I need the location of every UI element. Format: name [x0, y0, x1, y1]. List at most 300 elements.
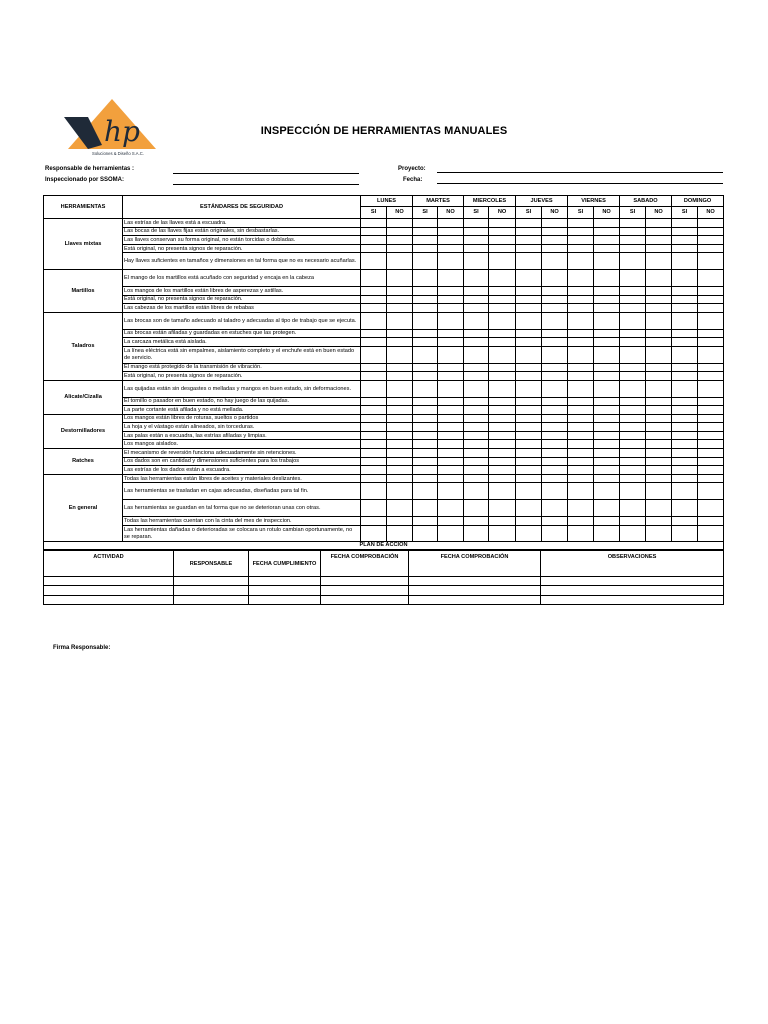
check-cell[interactable] [387, 517, 413, 526]
check-cell[interactable] [568, 295, 594, 304]
check-cell[interactable] [620, 449, 646, 458]
check-cell[interactable] [464, 406, 489, 415]
check-cell[interactable] [361, 466, 387, 475]
check-cell[interactable] [413, 525, 438, 542]
check-cell[interactable] [438, 449, 464, 458]
check-cell[interactable] [620, 346, 646, 363]
check-cell[interactable] [646, 304, 672, 313]
check-cell[interactable] [568, 483, 594, 500]
check-cell[interactable] [387, 423, 413, 432]
check-cell[interactable] [568, 440, 594, 449]
check-cell[interactable] [672, 295, 698, 304]
check-cell[interactable] [646, 219, 672, 228]
check-cell[interactable] [438, 423, 464, 432]
check-cell[interactable] [387, 466, 413, 475]
check-cell[interactable] [438, 270, 464, 287]
check-cell[interactable] [438, 219, 464, 228]
check-cell[interactable] [516, 363, 542, 372]
check-cell[interactable] [620, 474, 646, 483]
check-cell[interactable] [387, 380, 413, 397]
check-cell[interactable] [568, 219, 594, 228]
check-cell[interactable] [620, 440, 646, 449]
check-cell[interactable] [672, 338, 698, 347]
plan-cell[interactable] [44, 586, 174, 595]
check-cell[interactable] [698, 304, 724, 313]
check-cell[interactable] [646, 414, 672, 423]
check-cell[interactable] [489, 295, 516, 304]
check-cell[interactable] [361, 423, 387, 432]
check-cell[interactable] [489, 346, 516, 363]
check-cell[interactable] [387, 431, 413, 440]
check-cell[interactable] [361, 500, 387, 517]
check-cell[interactable] [489, 414, 516, 423]
check-cell[interactable] [464, 466, 489, 475]
check-cell[interactable] [620, 304, 646, 313]
inspeccionado-line[interactable] [173, 184, 359, 185]
check-cell[interactable] [489, 227, 516, 236]
check-cell[interactable] [698, 431, 724, 440]
check-cell[interactable] [620, 295, 646, 304]
plan-cell[interactable] [321, 586, 409, 595]
check-cell[interactable] [698, 517, 724, 526]
check-cell[interactable] [438, 312, 464, 329]
check-cell[interactable] [413, 440, 438, 449]
check-cell[interactable] [387, 236, 413, 245]
check-cell[interactable] [516, 406, 542, 415]
check-cell[interactable] [698, 270, 724, 287]
check-cell[interactable] [594, 517, 620, 526]
check-cell[interactable] [489, 244, 516, 253]
check-cell[interactable] [489, 500, 516, 517]
check-cell[interactable] [516, 372, 542, 381]
check-cell[interactable] [542, 338, 568, 347]
check-cell[interactable] [542, 346, 568, 363]
check-cell[interactable] [413, 466, 438, 475]
check-cell[interactable] [620, 483, 646, 500]
check-cell[interactable] [620, 227, 646, 236]
plan-cell[interactable] [249, 586, 321, 595]
plan-cell[interactable] [174, 595, 249, 604]
check-cell[interactable] [516, 380, 542, 397]
check-cell[interactable] [542, 295, 568, 304]
check-cell[interactable] [646, 517, 672, 526]
check-cell[interactable] [620, 397, 646, 406]
check-cell[interactable] [620, 500, 646, 517]
check-cell[interactable] [489, 406, 516, 415]
check-cell[interactable] [542, 500, 568, 517]
check-cell[interactable] [698, 338, 724, 347]
check-cell[interactable] [672, 431, 698, 440]
check-cell[interactable] [438, 500, 464, 517]
check-cell[interactable] [698, 312, 724, 329]
check-cell[interactable] [672, 466, 698, 475]
check-cell[interactable] [672, 346, 698, 363]
check-cell[interactable] [413, 270, 438, 287]
check-cell[interactable] [489, 304, 516, 313]
check-cell[interactable] [464, 363, 489, 372]
check-cell[interactable] [542, 219, 568, 228]
check-cell[interactable] [672, 227, 698, 236]
check-cell[interactable] [542, 253, 568, 270]
check-cell[interactable] [542, 397, 568, 406]
check-cell[interactable] [698, 440, 724, 449]
plan-cell[interactable] [541, 586, 724, 595]
check-cell[interactable] [413, 363, 438, 372]
check-cell[interactable] [542, 431, 568, 440]
check-cell[interactable] [489, 431, 516, 440]
check-cell[interactable] [438, 414, 464, 423]
check-cell[interactable] [542, 517, 568, 526]
check-cell[interactable] [542, 380, 568, 397]
check-cell[interactable] [387, 474, 413, 483]
check-cell[interactable] [387, 338, 413, 347]
check-cell[interactable] [568, 474, 594, 483]
plan-cell[interactable] [541, 595, 724, 604]
check-cell[interactable] [361, 219, 387, 228]
check-cell[interactable] [672, 380, 698, 397]
check-cell[interactable] [646, 380, 672, 397]
check-cell[interactable] [620, 312, 646, 329]
check-cell[interactable] [672, 270, 698, 287]
check-cell[interactable] [489, 440, 516, 449]
check-cell[interactable] [646, 406, 672, 415]
plan-cell[interactable] [409, 577, 541, 586]
check-cell[interactable] [361, 236, 387, 245]
check-cell[interactable] [387, 329, 413, 338]
check-cell[interactable] [387, 363, 413, 372]
check-cell[interactable] [361, 338, 387, 347]
check-cell[interactable] [568, 286, 594, 295]
check-cell[interactable] [361, 397, 387, 406]
check-cell[interactable] [489, 457, 516, 466]
check-cell[interactable] [698, 236, 724, 245]
check-cell[interactable] [413, 517, 438, 526]
check-cell[interactable] [646, 363, 672, 372]
check-cell[interactable] [361, 312, 387, 329]
check-cell[interactable] [489, 466, 516, 475]
check-cell[interactable] [568, 236, 594, 245]
check-cell[interactable] [387, 525, 413, 542]
check-cell[interactable] [516, 431, 542, 440]
check-cell[interactable] [516, 219, 542, 228]
check-cell[interactable] [464, 253, 489, 270]
check-cell[interactable] [646, 372, 672, 381]
check-cell[interactable] [438, 363, 464, 372]
check-cell[interactable] [568, 431, 594, 440]
check-cell[interactable] [542, 372, 568, 381]
check-cell[interactable] [464, 338, 489, 347]
check-cell[interactable] [646, 457, 672, 466]
check-cell[interactable] [489, 329, 516, 338]
check-cell[interactable] [361, 286, 387, 295]
check-cell[interactable] [387, 457, 413, 466]
check-cell[interactable] [568, 525, 594, 542]
check-cell[interactable] [646, 295, 672, 304]
check-cell[interactable] [594, 525, 620, 542]
check-cell[interactable] [438, 286, 464, 295]
check-cell[interactable] [438, 304, 464, 313]
check-cell[interactable] [698, 372, 724, 381]
check-cell[interactable] [672, 253, 698, 270]
check-cell[interactable] [620, 414, 646, 423]
check-cell[interactable] [516, 346, 542, 363]
check-cell[interactable] [698, 457, 724, 466]
check-cell[interactable] [387, 440, 413, 449]
check-cell[interactable] [516, 457, 542, 466]
check-cell[interactable] [464, 329, 489, 338]
check-cell[interactable] [620, 244, 646, 253]
check-cell[interactable] [438, 431, 464, 440]
check-cell[interactable] [646, 338, 672, 347]
plan-cell[interactable] [409, 595, 541, 604]
check-cell[interactable] [516, 517, 542, 526]
check-cell[interactable] [516, 423, 542, 432]
check-cell[interactable] [568, 457, 594, 466]
check-cell[interactable] [568, 414, 594, 423]
check-cell[interactable] [542, 483, 568, 500]
check-cell[interactable] [413, 406, 438, 415]
check-cell[interactable] [489, 363, 516, 372]
check-cell[interactable] [489, 397, 516, 406]
check-cell[interactable] [594, 380, 620, 397]
check-cell[interactable] [464, 457, 489, 466]
check-cell[interactable] [516, 286, 542, 295]
check-cell[interactable] [568, 329, 594, 338]
check-cell[interactable] [698, 295, 724, 304]
check-cell[interactable] [361, 449, 387, 458]
check-cell[interactable] [646, 474, 672, 483]
check-cell[interactable] [516, 304, 542, 313]
check-cell[interactable] [464, 440, 489, 449]
check-cell[interactable] [620, 270, 646, 287]
plan-cell[interactable] [321, 595, 409, 604]
check-cell[interactable] [361, 363, 387, 372]
check-cell[interactable] [594, 270, 620, 287]
check-cell[interactable] [594, 406, 620, 415]
plan-cell[interactable] [409, 586, 541, 595]
check-cell[interactable] [464, 219, 489, 228]
check-cell[interactable] [413, 423, 438, 432]
check-cell[interactable] [568, 253, 594, 270]
check-cell[interactable] [594, 431, 620, 440]
check-cell[interactable] [387, 253, 413, 270]
check-cell[interactable] [568, 397, 594, 406]
check-cell[interactable] [568, 466, 594, 475]
check-cell[interactable] [646, 270, 672, 287]
check-cell[interactable] [672, 525, 698, 542]
check-cell[interactable] [594, 397, 620, 406]
check-cell[interactable] [413, 431, 438, 440]
check-cell[interactable] [646, 329, 672, 338]
check-cell[interactable] [698, 449, 724, 458]
check-cell[interactable] [361, 227, 387, 236]
check-cell[interactable] [438, 244, 464, 253]
check-cell[interactable] [489, 380, 516, 397]
check-cell[interactable] [672, 397, 698, 406]
check-cell[interactable] [672, 440, 698, 449]
check-cell[interactable] [646, 449, 672, 458]
check-cell[interactable] [387, 227, 413, 236]
check-cell[interactable] [438, 440, 464, 449]
check-cell[interactable] [594, 286, 620, 295]
check-cell[interactable] [413, 227, 438, 236]
plan-cell[interactable] [44, 577, 174, 586]
check-cell[interactable] [387, 304, 413, 313]
check-cell[interactable] [438, 253, 464, 270]
check-cell[interactable] [438, 227, 464, 236]
check-cell[interactable] [594, 227, 620, 236]
check-cell[interactable] [489, 372, 516, 381]
check-cell[interactable] [594, 236, 620, 245]
check-cell[interactable] [594, 346, 620, 363]
check-cell[interactable] [516, 474, 542, 483]
check-cell[interactable] [361, 253, 387, 270]
check-cell[interactable] [438, 372, 464, 381]
check-cell[interactable] [438, 236, 464, 245]
check-cell[interactable] [464, 346, 489, 363]
check-cell[interactable] [698, 380, 724, 397]
check-cell[interactable] [516, 329, 542, 338]
check-cell[interactable] [646, 244, 672, 253]
check-cell[interactable] [387, 270, 413, 287]
check-cell[interactable] [464, 372, 489, 381]
check-cell[interactable] [516, 253, 542, 270]
check-cell[interactable] [672, 423, 698, 432]
check-cell[interactable] [413, 286, 438, 295]
check-cell[interactable] [542, 236, 568, 245]
check-cell[interactable] [464, 397, 489, 406]
check-cell[interactable] [413, 295, 438, 304]
check-cell[interactable] [698, 500, 724, 517]
check-cell[interactable] [594, 457, 620, 466]
check-cell[interactable] [489, 483, 516, 500]
check-cell[interactable] [361, 440, 387, 449]
check-cell[interactable] [698, 286, 724, 295]
check-cell[interactable] [361, 474, 387, 483]
check-cell[interactable] [542, 474, 568, 483]
check-cell[interactable] [413, 346, 438, 363]
check-cell[interactable] [568, 449, 594, 458]
check-cell[interactable] [620, 363, 646, 372]
check-cell[interactable] [698, 483, 724, 500]
check-cell[interactable] [698, 244, 724, 253]
check-cell[interactable] [387, 483, 413, 500]
check-cell[interactable] [568, 346, 594, 363]
check-cell[interactable] [568, 380, 594, 397]
check-cell[interactable] [594, 244, 620, 253]
check-cell[interactable] [594, 466, 620, 475]
check-cell[interactable] [489, 312, 516, 329]
check-cell[interactable] [464, 312, 489, 329]
check-cell[interactable] [568, 270, 594, 287]
check-cell[interactable] [516, 466, 542, 475]
check-cell[interactable] [516, 295, 542, 304]
check-cell[interactable] [542, 286, 568, 295]
check-cell[interactable] [620, 457, 646, 466]
check-cell[interactable] [672, 406, 698, 415]
check-cell[interactable] [464, 517, 489, 526]
check-cell[interactable] [489, 525, 516, 542]
check-cell[interactable] [568, 500, 594, 517]
check-cell[interactable] [568, 363, 594, 372]
check-cell[interactable] [698, 363, 724, 372]
check-cell[interactable] [438, 329, 464, 338]
check-cell[interactable] [464, 380, 489, 397]
check-cell[interactable] [438, 346, 464, 363]
check-cell[interactable] [464, 286, 489, 295]
check-cell[interactable] [387, 295, 413, 304]
check-cell[interactable] [672, 449, 698, 458]
check-cell[interactable] [646, 397, 672, 406]
check-cell[interactable] [698, 466, 724, 475]
check-cell[interactable] [698, 219, 724, 228]
fecha-line[interactable] [437, 183, 723, 184]
check-cell[interactable] [464, 244, 489, 253]
check-cell[interactable] [413, 219, 438, 228]
check-cell[interactable] [361, 329, 387, 338]
check-cell[interactable] [620, 517, 646, 526]
check-cell[interactable] [489, 219, 516, 228]
check-cell[interactable] [361, 244, 387, 253]
responsable-line[interactable] [173, 173, 359, 174]
check-cell[interactable] [646, 431, 672, 440]
check-cell[interactable] [413, 329, 438, 338]
check-cell[interactable] [361, 483, 387, 500]
check-cell[interactable] [568, 304, 594, 313]
check-cell[interactable] [464, 525, 489, 542]
check-cell[interactable] [568, 517, 594, 526]
check-cell[interactable] [594, 440, 620, 449]
check-cell[interactable] [672, 500, 698, 517]
check-cell[interactable] [387, 312, 413, 329]
check-cell[interactable] [698, 346, 724, 363]
check-cell[interactable] [620, 406, 646, 415]
check-cell[interactable] [361, 457, 387, 466]
check-cell[interactable] [672, 236, 698, 245]
check-cell[interactable] [620, 466, 646, 475]
check-cell[interactable] [438, 466, 464, 475]
check-cell[interactable] [464, 474, 489, 483]
check-cell[interactable] [594, 449, 620, 458]
check-cell[interactable] [568, 372, 594, 381]
check-cell[interactable] [387, 449, 413, 458]
check-cell[interactable] [568, 312, 594, 329]
check-cell[interactable] [542, 270, 568, 287]
check-cell[interactable] [489, 286, 516, 295]
check-cell[interactable] [413, 236, 438, 245]
check-cell[interactable] [646, 500, 672, 517]
check-cell[interactable] [646, 525, 672, 542]
check-cell[interactable] [361, 372, 387, 381]
check-cell[interactable] [387, 286, 413, 295]
check-cell[interactable] [672, 219, 698, 228]
check-cell[interactable] [646, 346, 672, 363]
check-cell[interactable] [646, 483, 672, 500]
check-cell[interactable] [542, 466, 568, 475]
check-cell[interactable] [594, 295, 620, 304]
check-cell[interactable] [387, 346, 413, 363]
check-cell[interactable] [438, 380, 464, 397]
check-cell[interactable] [361, 406, 387, 415]
check-cell[interactable] [542, 449, 568, 458]
check-cell[interactable] [516, 500, 542, 517]
check-cell[interactable] [489, 236, 516, 245]
check-cell[interactable] [698, 406, 724, 415]
check-cell[interactable] [542, 329, 568, 338]
check-cell[interactable] [516, 227, 542, 236]
check-cell[interactable] [620, 219, 646, 228]
check-cell[interactable] [516, 440, 542, 449]
